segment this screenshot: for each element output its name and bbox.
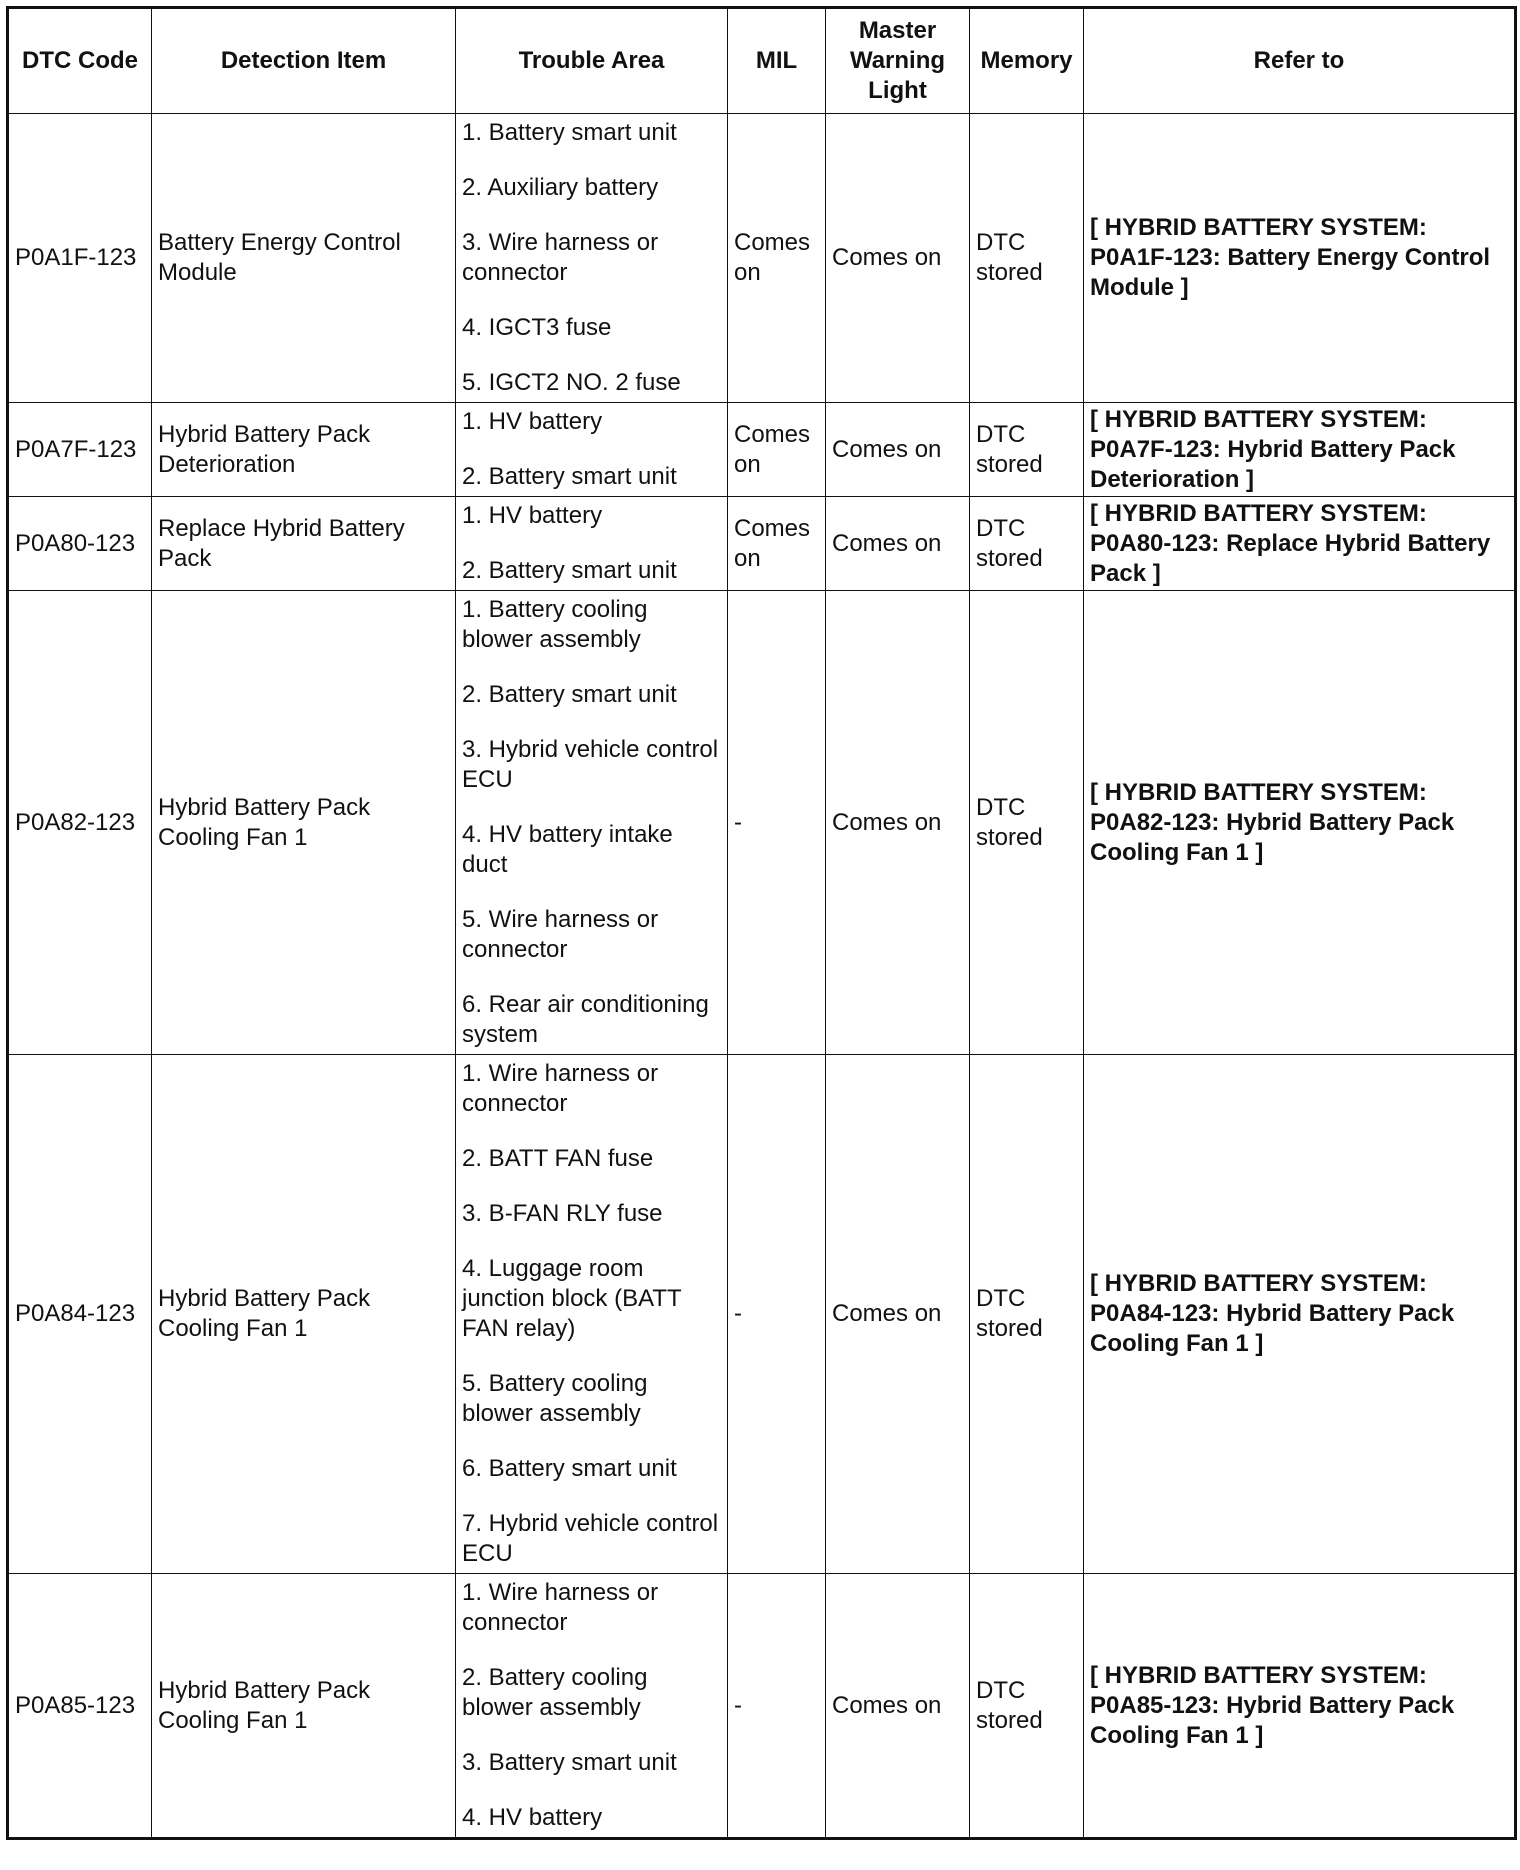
trouble-area-item: 2. Auxiliary battery — [462, 174, 659, 201]
refer-to-cell: [ HYBRID BATTERY SYSTEM: P0A84-123: Hybrid Battery Pack Cooling Fan 1 ] — [1084, 1055, 1516, 1574]
master-warning-light-cell: Comes on — [826, 591, 970, 1055]
master-warning-light-cell: Comes on — [826, 497, 970, 591]
memory-cell: DTC stored — [970, 497, 1084, 591]
trouble-area-item: 5. Battery cooling blower assembly — [462, 1370, 648, 1427]
trouble-area-item: 1. Battery smart unit — [462, 119, 677, 146]
trouble-area-item: 4. HV battery intake duct — [462, 821, 673, 878]
table-row — [8, 403, 1516, 497]
trouble-area-item: 1. Wire harness or connector — [462, 1060, 659, 1117]
trouble-area-item: 2. BATT FAN fuse — [462, 1145, 654, 1172]
trouble-area-item: 4. IGCT3 fuse — [462, 314, 612, 341]
table-row — [8, 497, 1516, 591]
table-row — [8, 1574, 1516, 1839]
trouble-area-item: 3. Wire harness or connector — [462, 229, 659, 286]
trouble-area-item: 6. Rear air conditioning system — [462, 991, 709, 1048]
trouble-area-item: 3. Hybrid vehicle control ECU — [462, 736, 719, 793]
trouble-area-item: 2. Battery smart unit — [462, 681, 677, 708]
master-warning-light-cell: Comes on — [826, 1574, 970, 1839]
trouble-area-cell — [456, 403, 728, 497]
master-warning-light-cell: Comes on — [826, 1055, 970, 1574]
trouble-area-item: 2. Battery smart unit — [462, 557, 677, 584]
refer-to-cell: [ HYBRID BATTERY SYSTEM: P0A80-123: Replace Hybrid Battery Pack ] — [1084, 497, 1516, 591]
trouble-area-item: 2. Battery smart unit — [462, 463, 677, 490]
header-detection-item: Detection Item — [152, 8, 456, 114]
mil-cell: - — [728, 591, 826, 1055]
trouble-area-cell — [456, 591, 728, 1055]
mil-cell: Comes on — [728, 497, 826, 591]
refer-to-cell: [ HYBRID BATTERY SYSTEM: P0A1F-123: Battery Energy Control Module ] — [1084, 114, 1516, 403]
memory-cell: DTC stored — [970, 1055, 1084, 1574]
dtc-code-cell: P0A82-123 — [8, 591, 152, 1055]
trouble-area-cell — [456, 114, 728, 403]
trouble-area-item: 4. HV battery — [462, 1804, 603, 1831]
header-dtc-code: DTC Code — [8, 8, 152, 114]
master-warning-light-cell: Comes on — [826, 114, 970, 403]
dtc-code-cell: P0A85-123 — [8, 1574, 152, 1839]
table-row — [8, 114, 1516, 403]
trouble-area-item: 1. Wire harness or connector — [462, 1579, 659, 1636]
header-refer-to: Refer to — [1084, 8, 1516, 114]
refer-to-cell: [ HYBRID BATTERY SYSTEM: P0A85-123: Hybrid Battery Pack Cooling Fan 1 ] — [1084, 1574, 1516, 1839]
memory-cell: DTC stored — [970, 114, 1084, 403]
header-master-warning-light: Master Warning Light — [826, 8, 970, 114]
trouble-area-item: 1. HV battery — [462, 408, 603, 435]
dtc-code-cell: P0A1F-123 — [8, 114, 152, 403]
dtc-code-cell: P0A80-123 — [8, 497, 152, 591]
trouble-area-item: 6. Battery smart unit — [462, 1455, 677, 1482]
table-row — [8, 591, 1516, 1055]
detection-item-cell: Replace Hybrid Battery Pack — [152, 497, 456, 591]
detection-item-cell: Hybrid Battery Pack Cooling Fan 1 — [152, 1574, 456, 1839]
trouble-area-item: 1. Battery cooling blower assembly — [462, 596, 648, 653]
dtc-code-cell: P0A84-123 — [8, 1055, 152, 1574]
header-mil: MIL — [728, 8, 826, 114]
trouble-area-item: 5. Wire harness or connector — [462, 906, 659, 963]
refer-to-cell: [ HYBRID BATTERY SYSTEM: P0A82-123: Hybrid Battery Pack Cooling Fan 1 ] — [1084, 591, 1516, 1055]
trouble-area-item: 3. Battery smart unit — [462, 1749, 677, 1776]
dtc-table — [6, 6, 1517, 1840]
trouble-area-item: 3. B-FAN RLY fuse — [462, 1200, 663, 1227]
trouble-area-item: 7. Hybrid vehicle control ECU — [462, 1510, 719, 1567]
header-memory: Memory — [970, 8, 1084, 114]
trouble-area-cell — [456, 1055, 728, 1574]
table-header-row — [8, 8, 1516, 114]
trouble-area-cell — [456, 497, 728, 591]
table-row — [8, 1055, 1516, 1574]
detection-item-cell: Battery Energy Control Module — [152, 114, 456, 403]
trouble-area-item: 4. Luggage room junction block (BATT FAN relay) — [462, 1255, 682, 1342]
memory-cell: DTC stored — [970, 1574, 1084, 1839]
trouble-area-item: 2. Battery cooling blower assembly — [462, 1664, 648, 1721]
memory-cell: DTC stored — [970, 403, 1084, 497]
dtc-code-cell: P0A7F-123 — [8, 403, 152, 497]
mil-cell: Comes on — [728, 114, 826, 403]
mil-cell: - — [728, 1574, 826, 1839]
master-warning-light-cell: Comes on — [826, 403, 970, 497]
table-body — [8, 114, 1516, 1839]
mil-cell: Comes on — [728, 403, 826, 497]
detection-item-cell: Hybrid Battery Pack Cooling Fan 1 — [152, 591, 456, 1055]
trouble-area-item: 5. IGCT2 NO. 2 fuse — [462, 369, 681, 396]
refer-to-cell: [ HYBRID BATTERY SYSTEM: P0A7F-123: Hybrid Battery Pack Deterioration ] — [1084, 403, 1516, 497]
detection-item-cell: Hybrid Battery Pack Deterioration — [152, 403, 456, 497]
memory-cell: DTC stored — [970, 591, 1084, 1055]
trouble-area-cell — [456, 1574, 728, 1839]
mil-cell: - — [728, 1055, 826, 1574]
trouble-area-item: 1. HV battery — [462, 502, 603, 529]
detection-item-cell: Hybrid Battery Pack Cooling Fan 1 — [152, 1055, 456, 1574]
header-trouble-area: Trouble Area — [456, 8, 728, 114]
